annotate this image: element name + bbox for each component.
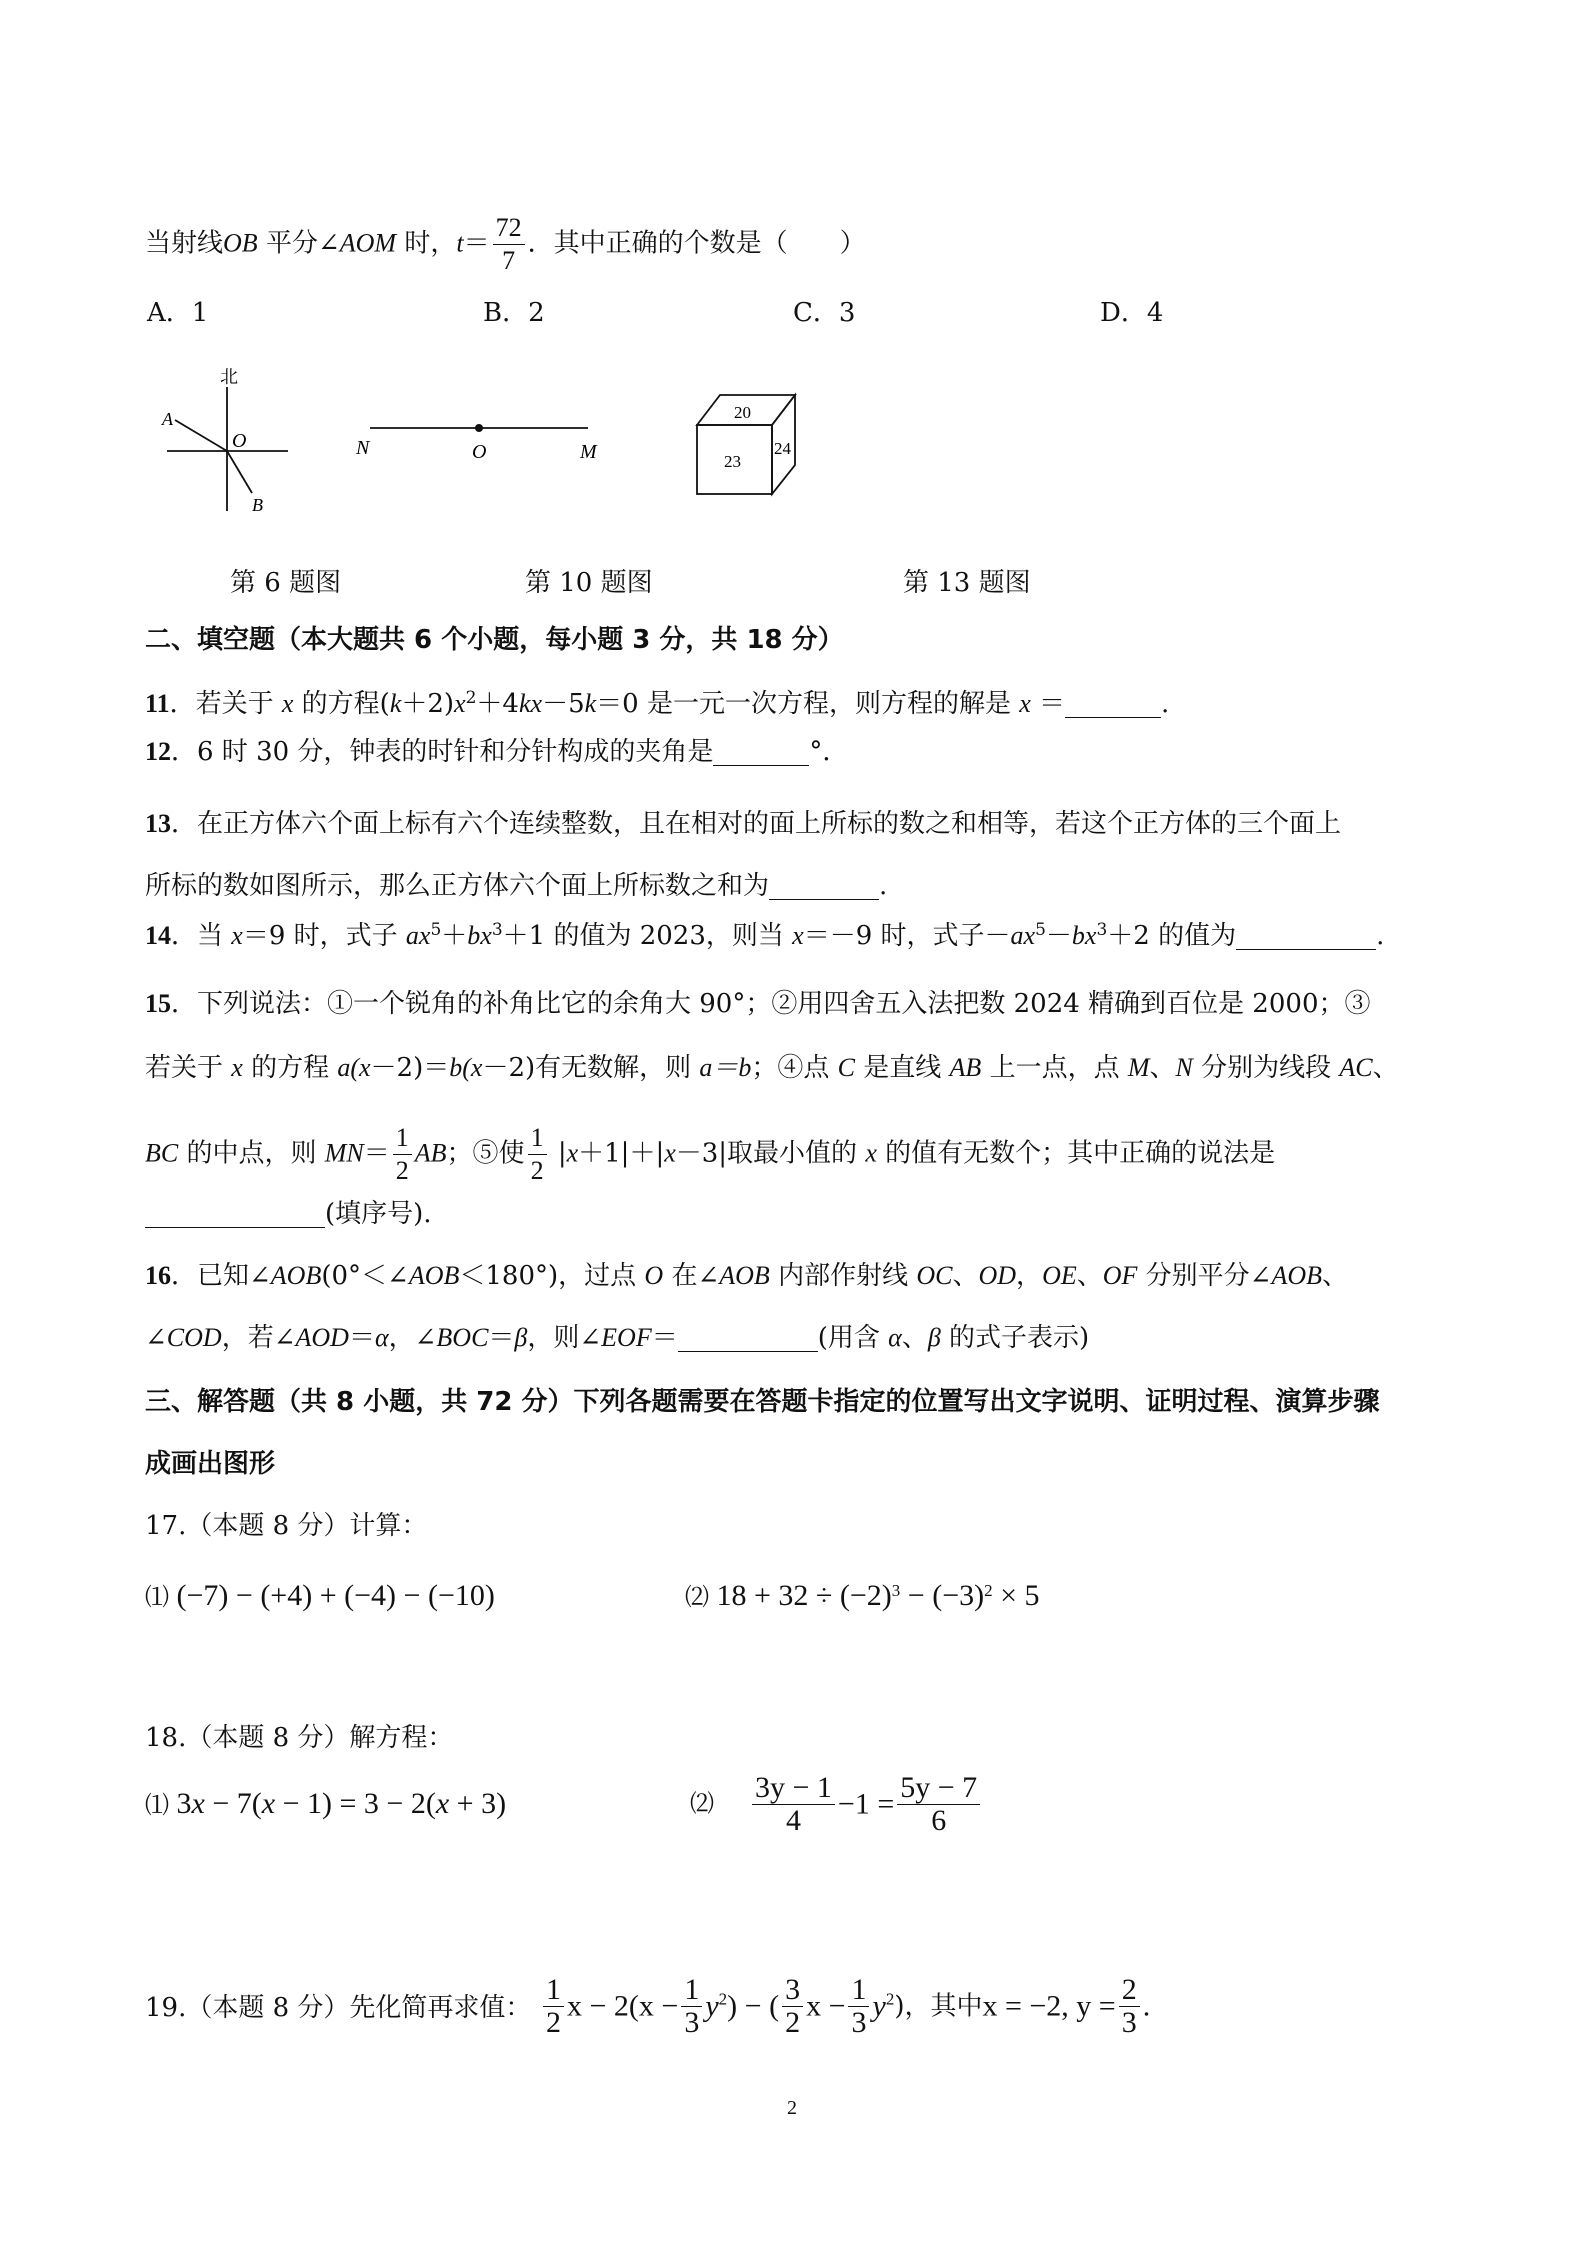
page-number: 2 [787, 2097, 797, 2119]
question-18-title: 18.（本题 8 分）解方程： [145, 1723, 454, 1753]
cube-side-number: 24 [774, 439, 791, 458]
fraction-third: $\frac{1}{3}$ [681, 1974, 702, 2039]
fraction-third-2: $\frac{1}{3}$ [848, 1974, 869, 2039]
answer-blank-11 [1065, 689, 1161, 718]
question-18-part-1: ⑴ 3x − 7(x − 1) = 3 − 2(x + 3) [145, 1787, 507, 1820]
question-19-expression: $\frac{1}{2}$ x − 2(x − $\frac{1}{3}$ $y^2$) − ( $\frac{3}{2}$ x − $\frac{1}{3}$ $y^2$)，其中x = −2, y = $\frac{2}{3}$ . [540, 1974, 1150, 2039]
question-17-title: 17.（本题 8 分）计算： [145, 1511, 428, 1541]
cube-front-number: 23 [724, 452, 741, 471]
answer-blank-15 [145, 1199, 325, 1228]
section-3-heading-line-2: 成画出图形 [145, 1449, 276, 1479]
cube-top-number: 20 [734, 403, 751, 422]
figure-10-diagram [350, 410, 610, 470]
fraction-3y-1-over-4: $\frac{3y - 1}{4}$ [752, 1772, 835, 1837]
option-d: D．4 [1100, 298, 1164, 328]
fraction-two-thirds: $\frac{2}{3}$ [1119, 1974, 1140, 2039]
fig10-o-label: O [472, 441, 487, 463]
question-15-line-4: (填序号). [145, 1196, 432, 1232]
caption-fig10: 第 10 题图 [525, 568, 653, 598]
question-18-part-2: ⑵ $\frac{3y - 1}{4}$ −1 = $\frac{5y - 7}{6}$ [690, 1772, 983, 1837]
fig10-point-o [475, 424, 483, 432]
fraction-72-7: $\frac{72}{7}$ [493, 212, 525, 277]
fig6-a-label: A [162, 409, 173, 429]
question-13-line-2: 所标的数如图所示，那么正方体六个面上所标数之和为 . [145, 871, 888, 901]
question-17-part-1: ⑴ (−7) − (+4) + (−4) − (−10) [145, 1579, 495, 1612]
caption-fig6: 第 6 题图 [230, 568, 342, 598]
question-15-line-3: BC 的中点，则 MN＝ $\frac{1}{2}$ AB；⑤使 $\frac{1}{2}$ |x＋1|＋|x－3|取最小值的 x 的值有无数个；其中正确的说法是 [145, 1123, 1276, 1185]
section-3-heading-line-1: 三、解答题（共 8 小题，共 72 分）下列各题需要在答题卡指定的位置写出文字说明、证明过程、演算步骤 [145, 1387, 1380, 1417]
fraction-one-half: $\frac{1}{2}$ [393, 1122, 412, 1187]
question-15-line-1: 15．下列说法：①一个锐角的补角比它的余角大 90°；②用四舍五入法把数 2024 精确到百位是 2000；③ [145, 989, 1371, 1019]
figure-6-diagram [150, 365, 300, 525]
question-13-line-1: 13．在正方体六个面上标有六个连续整数，且在相对的面上所标的数之和相等，若这个正方体的三个面上 [145, 809, 1342, 839]
fig6-o-label: O [232, 430, 247, 452]
fraction-half: $\frac{1}{2}$ [543, 1974, 564, 2039]
option-c: C．3 [793, 298, 856, 328]
fig6-north-label: 北 [220, 367, 238, 388]
section-2-heading: 二、填空题（本大题共 6 个小题，每小题 3 分，共 18 分） [145, 625, 844, 655]
caption-fig13: 第 13 题图 [903, 568, 1031, 598]
question-15-line-2: 若关于 x 的方程 a(x－2)＝b(x－2)有无数解，则 a＝b；④点 C 是直线 AB 上一点，点 M、N 分别为线段 AC、 [145, 1053, 1399, 1083]
fig10-m-label: M [580, 441, 597, 463]
fig10-n-label: N [356, 437, 370, 459]
answer-blank-16 [678, 1323, 818, 1352]
q10-tail-line: 当射线OB 平分∠AOM 时，t＝ $\frac{72}{7}$ ．其中正确的个数是（ ） [145, 213, 866, 275]
question-17-part-2: ⑵ $18 + 32 \div (-2)^3 - (-3)^2 \times 5$ [685, 1579, 1040, 1612]
question-16-line-2: ∠COD，若∠AOD＝α，∠BOC＝β，则∠EOF＝ (用含 α、β 的式子表示) [145, 1323, 1090, 1353]
question-11: 11．若关于 x 的方程$(k+2)x^2+4kx-5k=0$ 是一元一次方程，则方程的解是 x ＝ . [145, 688, 1170, 719]
question-19-title: 19.（本题 8 分）先化简再求值： [145, 1993, 532, 2023]
fraction-three-halves: $\frac{3}{2}$ [782, 1974, 803, 2039]
fraction-5y-7-over-6: $\frac{5y - 7}{6}$ [897, 1772, 980, 1837]
answer-blank-12 [713, 737, 809, 766]
figure-13-cube [690, 390, 810, 500]
question-12: 12．6 时 30 分，钟表的时针和分针构成的夹角是 °． [145, 737, 849, 767]
fraction-one-half-2: $\frac{1}{2}$ [528, 1122, 547, 1187]
answer-blank-14 [1236, 921, 1376, 950]
option-b: B．2 [483, 298, 545, 328]
fig6-b-label: B [252, 495, 263, 515]
answer-blank-13 [769, 871, 879, 900]
question-16-line-1: 16．已知∠AOB(0°＜∠AOB＜180°)，过点 O 在∠AOB 内部作射线 OC、OD，OE、OF 分别平分∠AOB、 [145, 1261, 1349, 1291]
option-a: A．1 [147, 298, 209, 328]
question-14: 14．当 x＝9 时，式子 $ax^5+bx^3+1$ 的值为 2023，则当 x＝－9 时，式子$-ax^5-bx^3+2$ 的值为 . [145, 920, 1385, 951]
